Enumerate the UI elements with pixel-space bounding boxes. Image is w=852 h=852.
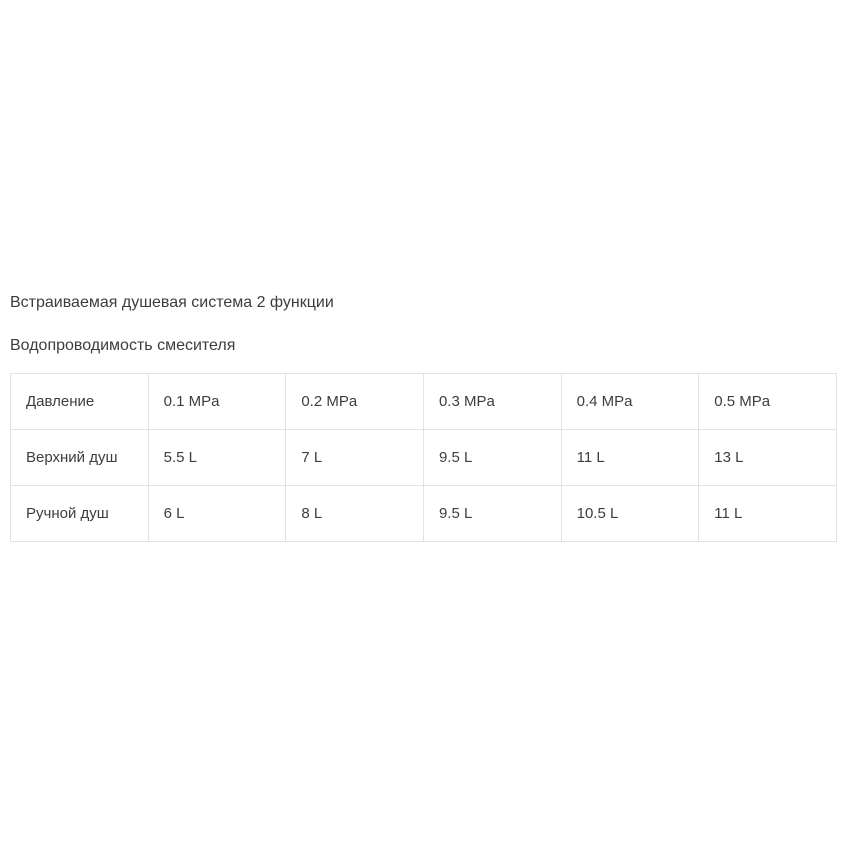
table-cell: 0.1 MPa	[148, 374, 286, 430]
table-cell: 0.5 MPa	[699, 374, 837, 430]
table-cell: 9.5 L	[423, 430, 561, 486]
table-row-pressure	[11, 374, 837, 430]
row-header-cell: Ручной душ	[11, 486, 149, 542]
table-cell: 10.5 L	[561, 486, 699, 542]
table-cell: 11 L	[699, 486, 837, 542]
row-header-cell: Давление	[11, 374, 149, 430]
table-cell: 7 L	[286, 430, 424, 486]
table-cell: 8 L	[286, 486, 424, 542]
table-cell: 11 L	[561, 430, 699, 486]
table-cell: 5.5 L	[148, 430, 286, 486]
table-cell: 6 L	[148, 486, 286, 542]
page-title: Встраиваемая душевая система 2 функции	[10, 294, 334, 311]
page-subtitle: Водопроводимость смесителя	[10, 337, 236, 354]
table-cell: 13 L	[699, 430, 837, 486]
water-flow-spec-table	[10, 373, 837, 542]
table-cell: 0.4 MPa	[561, 374, 699, 430]
table-cell: 9.5 L	[423, 486, 561, 542]
table-cell: 0.2 MPa	[286, 374, 424, 430]
table-row-overhead-shower	[11, 430, 837, 486]
row-header-cell: Верхний душ	[11, 430, 149, 486]
table-row-hand-shower	[11, 486, 837, 542]
table-cell: 0.3 MPa	[423, 374, 561, 430]
